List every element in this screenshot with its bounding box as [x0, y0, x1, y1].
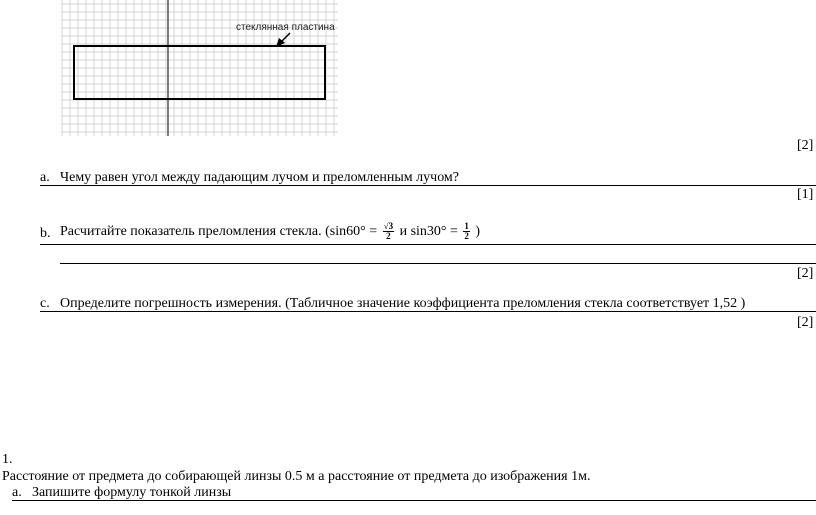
- problem-statement: Расстояние от предмета до собирающей линзы 0.5 м а расстояние от предмета до изображения 1м.: [2, 469, 591, 484]
- question-c-text: Определите погрешность измерения. (Табличное значение коэффициента преломления стекла соответствует 1,52 ): [60, 296, 746, 311]
- fraction-1-numerator: √3: [383, 221, 394, 232]
- problem-a-letter: a.: [12, 485, 22, 500]
- mark-b: [2]: [797, 266, 814, 281]
- answer-line-b1: [40, 244, 816, 245]
- fraction-1-denominator: 2: [386, 231, 391, 242]
- problem-a-text: Запишите формулу тонкой линзы: [32, 485, 232, 500]
- answer-line-a: [40, 185, 816, 186]
- problem-number: 1.: [2, 452, 13, 467]
- grid-paper: [62, 0, 338, 136]
- mark-c: [2]: [797, 315, 814, 330]
- fraction-sqrt3-over-2: [383, 222, 394, 241]
- question-b-text-start: Расчитайте показатель преломления стекла. (sin60° =: [60, 224, 381, 239]
- mark-top: [2]: [797, 138, 814, 153]
- question-b-text: [60, 220, 480, 244]
- question-b-text-end: ): [471, 224, 481, 239]
- question-b-letter: b.: [40, 226, 51, 241]
- fraction-2-denominator: 2: [464, 231, 469, 242]
- glass-plate-rectangle: [74, 46, 325, 99]
- figure-label: стеклянная пластина: [236, 22, 335, 33]
- answer-line-problem-a: [12, 500, 816, 501]
- fraction-1-over-2: [463, 222, 470, 241]
- answer-line-b2: [60, 263, 816, 264]
- fraction-2-numerator: 1: [464, 221, 469, 232]
- question-b-text-mid: и sin30° =: [396, 224, 462, 239]
- glass-plate-figure: [0, 0, 816, 140]
- answer-line-c: [40, 311, 816, 312]
- mark-a: [1]: [797, 187, 814, 202]
- question-a-text: Чему равен угол между падающим лучом и преломленным лучом?: [60, 170, 459, 185]
- question-a-letter: a.: [40, 170, 50, 185]
- question-c-letter: c.: [40, 296, 50, 311]
